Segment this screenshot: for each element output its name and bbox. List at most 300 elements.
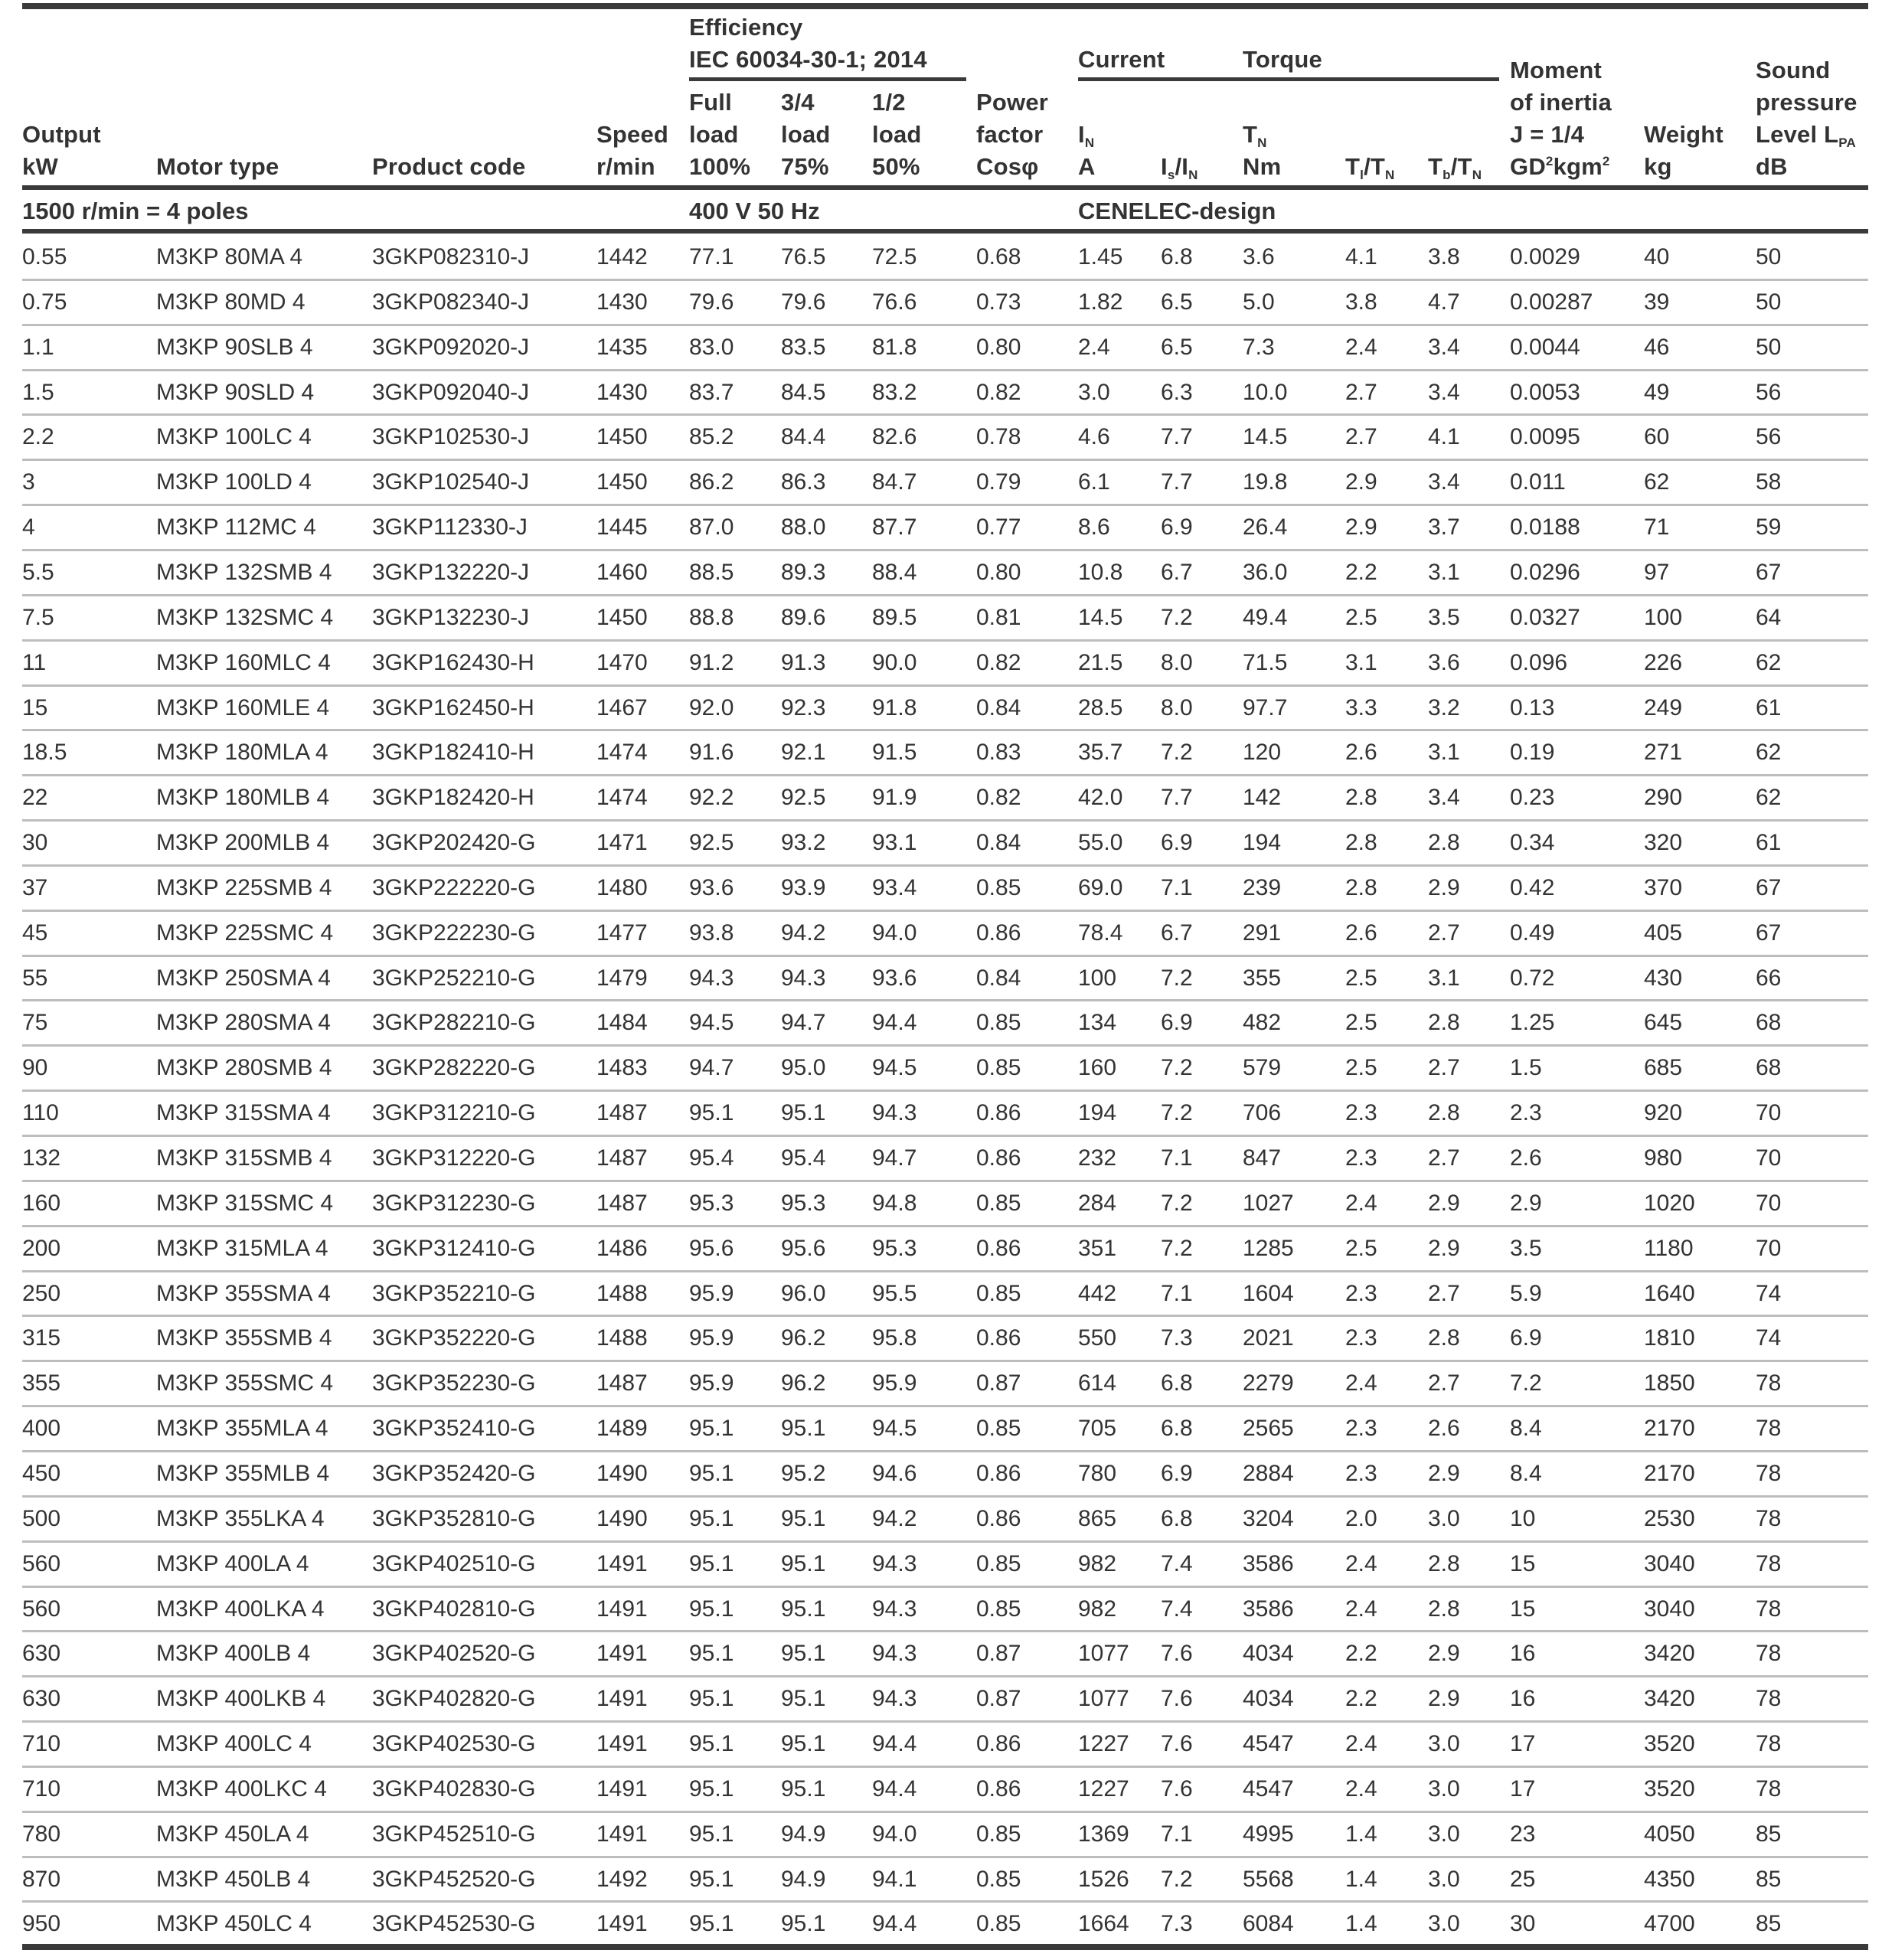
cell-eff-12-load: 93.1: [872, 830, 917, 856]
cell-output-kw: 710: [22, 1775, 61, 1802]
cell-moment-of-inertia: 0.00287: [1510, 289, 1593, 315]
cell-sound-pressure: 67: [1756, 559, 1782, 585]
cell-eff-34-load: 94.2: [781, 920, 826, 946]
cell-weight: 645: [1644, 1010, 1683, 1036]
cell-speed: 1470: [596, 649, 648, 675]
cell-is-in-ratio: 7.1: [1161, 1145, 1193, 1171]
efficiency-standard-header: IEC 60034-30-1; 2014: [689, 46, 927, 73]
cell-eff-34-load: 94.9: [781, 1866, 826, 1892]
cell-torque-tn: 847: [1243, 1145, 1282, 1171]
cell-tl-tn-ratio: 2.8: [1345, 830, 1377, 856]
cell-moment-of-inertia: 0.0029: [1510, 244, 1580, 270]
cell-tb-tn-ratio: 2.7: [1428, 1370, 1460, 1396]
col-moment-l1: Moment: [1510, 57, 1603, 83]
cell-weight: 1810: [1644, 1325, 1695, 1351]
is-symbol: I: [1161, 153, 1168, 180]
cell-current-in: 194: [1078, 1100, 1117, 1126]
cell-power-factor: 0.86: [976, 1145, 1021, 1171]
cell-power-factor: 0.84: [976, 830, 1021, 856]
cell-weight: 430: [1644, 965, 1683, 991]
cell-torque-tn: 7.3: [1243, 334, 1275, 360]
cell-power-factor: 0.85: [976, 1911, 1021, 1937]
cell-eff-34-load: 84.4: [781, 424, 826, 450]
cell-current-in: 8.6: [1078, 514, 1110, 541]
cell-speed: 1435: [596, 334, 648, 360]
cell-power-factor: 0.85: [976, 1416, 1021, 1442]
cell-weight: 97: [1644, 559, 1670, 585]
cell-torque-tn: 14.5: [1243, 424, 1288, 450]
cell-weight: 980: [1644, 1145, 1683, 1171]
cell-tl-tn-ratio: 4.1: [1345, 244, 1377, 270]
cell-tl-tn-ratio: 2.2: [1345, 559, 1377, 585]
cell-eff-full-load: 79.6: [689, 289, 734, 315]
cell-eff-12-load: 94.1: [872, 1866, 917, 1892]
cell-torque-tn: 4547: [1243, 1775, 1294, 1802]
cell-tl-tn-ratio: 2.4: [1345, 1370, 1377, 1396]
cell-power-factor: 0.85: [976, 1190, 1021, 1216]
cell-eff-12-load: 94.3: [872, 1641, 917, 1667]
table-row: [0, 1227, 1882, 1272]
cell-eff-full-load: 95.1: [689, 1686, 734, 1712]
table-row: [0, 1767, 1882, 1812]
cell-is-in-ratio: 7.4: [1161, 1596, 1193, 1622]
cell-torque-tn: 19.8: [1243, 469, 1288, 495]
cell-eff-34-load: 86.3: [781, 469, 826, 495]
table-row: [0, 1587, 1882, 1632]
cell-product-code: 3GKP312230-G: [372, 1190, 536, 1216]
col-in-header: [1078, 119, 1094, 151]
table-row: [0, 550, 1882, 596]
cell-torque-tn: 97.7: [1243, 694, 1288, 720]
cell-tl-tn-ratio: 2.3: [1345, 1100, 1377, 1126]
cell-eff-34-load: 84.5: [781, 379, 826, 405]
cell-eff-34-load: 89.6: [781, 604, 826, 630]
cell-moment-of-inertia: 17: [1510, 1731, 1536, 1757]
cell-motor-type: M3KP 400LB 4: [156, 1641, 311, 1667]
cell-speed: 1488: [596, 1325, 648, 1351]
cell-moment-of-inertia: 0.0095: [1510, 424, 1580, 450]
cell-current-in: 2.4: [1078, 334, 1110, 360]
cell-motor-type: M3KP 450LC 4: [156, 1911, 312, 1937]
cell-product-code: 3GKP162430-H: [372, 649, 534, 675]
cell-output-kw: 7.5: [22, 604, 54, 630]
table-row: [0, 460, 1882, 505]
cell-speed: 1474: [596, 740, 648, 766]
cell-torque-tn: 10.0: [1243, 379, 1288, 405]
cell-tl-tn-ratio: 2.5: [1345, 1235, 1377, 1261]
cell-speed: 1474: [596, 785, 648, 811]
cell-eff-34-load: 95.1: [781, 1775, 826, 1802]
cell-weight: 1640: [1644, 1280, 1695, 1306]
tb-tn-divisor: /T: [1450, 153, 1472, 180]
cell-tl-tn-ratio: 2.4: [1345, 1596, 1377, 1622]
cell-current-in: 78.4: [1078, 920, 1123, 946]
cell-eff-full-load: 77.1: [689, 244, 734, 270]
cell-tb-tn-ratio: 2.7: [1428, 1055, 1460, 1081]
cell-sound-pressure: 85: [1756, 1866, 1782, 1892]
cell-product-code: 3GKP222230-G: [372, 920, 536, 946]
cell-weight: 2170: [1644, 1416, 1695, 1442]
cell-motor-type: M3KP 160MLC 4: [156, 649, 331, 675]
cell-tl-tn-ratio: 2.3: [1345, 1145, 1377, 1171]
cell-is-in-ratio: 7.7: [1161, 424, 1193, 450]
cell-weight: 249: [1644, 694, 1683, 720]
cell-is-in-ratio: 7.2: [1161, 1100, 1193, 1126]
level-label: Level L: [1756, 121, 1839, 148]
cell-sound-pressure: 74: [1756, 1280, 1782, 1306]
cell-sound-pressure: 50: [1756, 244, 1782, 270]
cell-is-in-ratio: 7.6: [1161, 1686, 1193, 1712]
cell-eff-12-load: 95.3: [872, 1235, 917, 1261]
cell-sound-pressure: 78: [1756, 1416, 1782, 1442]
cell-product-code: 3GKP202420-G: [372, 830, 536, 856]
tl-tn-divisor-subscript: N: [1385, 168, 1395, 182]
cell-current-in: 1.82: [1078, 289, 1123, 315]
cell-is-in-ratio: 7.1: [1161, 874, 1193, 900]
cell-speed: 1430: [596, 379, 648, 405]
section-poles: 1500 r/min = 4 poles: [22, 198, 249, 224]
cell-is-in-ratio: 6.7: [1161, 920, 1193, 946]
cell-sound-pressure: 66: [1756, 965, 1782, 991]
table-row: [0, 1902, 1882, 1947]
cell-torque-tn: 5.0: [1243, 289, 1275, 315]
cell-eff-12-load: 94.6: [872, 1460, 917, 1486]
current-group-header: Current: [1078, 46, 1165, 73]
cell-current-in: 100: [1078, 965, 1117, 991]
cell-current-in: 10.8: [1078, 559, 1123, 585]
cell-eff-12-load: 94.4: [872, 1010, 917, 1036]
cell-sound-pressure: 59: [1756, 514, 1782, 541]
col-moment-l2: of inertia: [1510, 89, 1612, 116]
cell-output-kw: 400: [22, 1416, 61, 1442]
cell-eff-34-load: 95.1: [781, 1416, 826, 1442]
cell-speed: 1490: [596, 1505, 648, 1531]
cell-tb-tn-ratio: 2.9: [1428, 1460, 1460, 1486]
cell-torque-tn: 2565: [1243, 1416, 1294, 1442]
table-row: [0, 415, 1882, 460]
cell-is-in-ratio: 7.7: [1161, 469, 1193, 495]
cell-eff-12-load: 94.8: [872, 1190, 917, 1216]
cell-current-in: 705: [1078, 1416, 1117, 1442]
table-row: [0, 1406, 1882, 1452]
cell-is-in-ratio: 6.8: [1161, 1370, 1193, 1396]
cell-current-in: 865: [1078, 1505, 1117, 1531]
cell-output-kw: 90: [22, 1055, 48, 1081]
cell-current-in: 55.0: [1078, 830, 1123, 856]
cell-speed: 1450: [596, 424, 648, 450]
cell-torque-tn: 1285: [1243, 1235, 1294, 1261]
cell-sound-pressure: 62: [1756, 785, 1782, 811]
cell-weight: 40: [1644, 244, 1670, 270]
cell-is-in-ratio: 7.2: [1161, 604, 1193, 630]
cell-eff-34-load: 92.3: [781, 694, 826, 720]
cell-current-in: 1526: [1078, 1866, 1129, 1892]
cell-motor-type: M3KP 225SMB 4: [156, 874, 332, 900]
cell-motor-type: M3KP 355SMB 4: [156, 1325, 332, 1351]
col-tn-header: [1243, 119, 1267, 151]
col-weight-header: Weight: [1644, 121, 1724, 148]
cell-tb-tn-ratio: 2.9: [1428, 1235, 1460, 1261]
table-row: [0, 1091, 1882, 1136]
cell-eff-full-load: 94.7: [689, 1055, 734, 1081]
cell-power-factor: 0.73: [976, 289, 1021, 315]
gd-superscript: 2: [1545, 154, 1554, 168]
cell-tb-tn-ratio: 4.1: [1428, 424, 1460, 450]
cell-output-kw: 0.55: [22, 244, 67, 270]
cell-is-in-ratio: 7.2: [1161, 1190, 1193, 1216]
col-motor-type-header: Motor type: [156, 153, 279, 180]
cell-product-code: 3GKP452510-G: [372, 1821, 536, 1847]
section-supply: 400 V 50 Hz: [689, 198, 820, 224]
cell-tl-tn-ratio: 2.8: [1345, 785, 1377, 811]
cell-sound-pressure: 78: [1756, 1505, 1782, 1531]
cell-tl-tn-ratio: 2.2: [1345, 1641, 1377, 1667]
col-output-unit: kW: [22, 153, 58, 180]
cell-eff-12-load: 83.2: [872, 379, 917, 405]
cell-motor-type: M3KP 355MLB 4: [156, 1460, 330, 1486]
cell-power-factor: 0.86: [976, 1731, 1021, 1757]
cell-current-in: 232: [1078, 1145, 1117, 1171]
cell-power-factor: 0.84: [976, 694, 1021, 720]
cell-tb-tn-ratio: 2.8: [1428, 1325, 1460, 1351]
cell-product-code: 3GKP282210-G: [372, 1010, 536, 1036]
cell-weight: 290: [1644, 785, 1683, 811]
cell-current-in: 14.5: [1078, 604, 1123, 630]
cell-eff-12-load: 94.4: [872, 1731, 917, 1757]
cell-tb-tn-ratio: 3.1: [1428, 740, 1460, 766]
cell-motor-type: M3KP 112MC 4: [156, 514, 316, 541]
cell-is-in-ratio: 7.2: [1161, 1055, 1193, 1081]
cell-tl-tn-ratio: 1.4: [1345, 1911, 1377, 1937]
cell-moment-of-inertia: 30: [1510, 1911, 1536, 1937]
cell-tb-tn-ratio: 3.0: [1428, 1505, 1460, 1531]
cell-speed: 1483: [596, 1055, 648, 1081]
cell-output-kw: 0.75: [22, 289, 67, 315]
cell-eff-34-load: 95.1: [781, 1596, 826, 1622]
cell-power-factor: 0.79: [976, 469, 1021, 495]
cell-current-in: 69.0: [1078, 874, 1123, 900]
is-in-divisor-subscript: N: [1188, 168, 1198, 182]
cell-product-code: 3GKP312210-G: [372, 1100, 536, 1126]
cell-eff-34-load: 89.3: [781, 559, 826, 585]
cell-eff-34-load: 94.7: [781, 1010, 826, 1036]
cell-torque-tn: 3204: [1243, 1505, 1294, 1531]
cell-sound-pressure: 50: [1756, 289, 1782, 315]
cell-motor-type: M3KP 80MD 4: [156, 289, 305, 315]
cell-sound-pressure: 78: [1756, 1731, 1782, 1757]
cell-torque-tn: 1604: [1243, 1280, 1294, 1306]
cell-eff-full-load: 93.6: [689, 874, 734, 900]
cell-eff-full-load: 95.1: [689, 1911, 734, 1937]
cell-is-in-ratio: 7.2: [1161, 740, 1193, 766]
cell-weight: 3420: [1644, 1641, 1695, 1667]
cell-eff-34-load: 94.9: [781, 1821, 826, 1847]
cell-sound-pressure: 78: [1756, 1596, 1782, 1622]
cell-power-factor: 0.85: [976, 1010, 1021, 1036]
cell-speed: 1488: [596, 1280, 648, 1306]
cell-current-in: 982: [1078, 1596, 1117, 1622]
is-subscript: s: [1167, 168, 1175, 182]
cell-motor-type: M3KP 100LD 4: [156, 469, 312, 495]
cell-sound-pressure: 78: [1756, 1550, 1782, 1576]
cell-speed: 1471: [596, 830, 648, 856]
cell-tl-tn-ratio: 2.3: [1345, 1416, 1377, 1442]
cell-product-code: 3GKP132230-J: [372, 604, 530, 630]
table-row: [0, 1857, 1882, 1903]
cell-moment-of-inertia: 0.0327: [1510, 604, 1580, 630]
tl-symbol: T: [1345, 153, 1361, 180]
cell-is-in-ratio: 6.5: [1161, 289, 1193, 315]
cell-eff-12-load: 89.5: [872, 604, 917, 630]
cell-tl-tn-ratio: 2.3: [1345, 1325, 1377, 1351]
cell-eff-34-load: 91.3: [781, 649, 826, 675]
col-in-unit: A: [1078, 153, 1096, 180]
col-speed-header: Speed: [596, 121, 669, 148]
cell-motor-type: M3KP 400LC 4: [156, 1731, 312, 1757]
table-row: [0, 1001, 1882, 1046]
cell-torque-tn: 3586: [1243, 1596, 1294, 1622]
cell-eff-full-load: 93.8: [689, 920, 734, 946]
cell-torque-tn: 49.4: [1243, 604, 1288, 630]
cell-eff-34-load: 76.5: [781, 244, 826, 270]
cell-motor-type: M3KP 400LKB 4: [156, 1686, 326, 1712]
cell-weight: 2170: [1644, 1460, 1695, 1486]
cell-output-kw: 630: [22, 1686, 61, 1712]
cell-speed: 1491: [596, 1731, 648, 1757]
col-tn-unit: Nm: [1243, 153, 1282, 180]
cell-current-in: 6.1: [1078, 469, 1110, 495]
cell-torque-tn: 2884: [1243, 1460, 1294, 1486]
cell-moment-of-inertia: 6.9: [1510, 1325, 1542, 1351]
cell-moment-of-inertia: 0.011: [1510, 469, 1566, 495]
cell-torque-tn: 194: [1243, 830, 1282, 856]
cell-weight: 4050: [1644, 1821, 1695, 1847]
cell-sound-pressure: 85: [1756, 1821, 1782, 1847]
cell-is-in-ratio: 7.6: [1161, 1641, 1193, 1667]
cell-moment-of-inertia: 0.49: [1510, 920, 1555, 946]
tb-symbol: T: [1428, 153, 1443, 180]
cell-eff-34-load: 95.1: [781, 1505, 826, 1531]
cell-tb-tn-ratio: 3.7: [1428, 514, 1460, 541]
cell-speed: 1445: [596, 514, 648, 541]
cell-weight: 3040: [1644, 1596, 1695, 1622]
cell-weight: 3420: [1644, 1686, 1695, 1712]
cell-output-kw: 75: [22, 1010, 48, 1036]
cell-sound-pressure: 70: [1756, 1235, 1782, 1261]
cell-eff-12-load: 95.9: [872, 1370, 917, 1396]
cell-tl-tn-ratio: 3.3: [1345, 694, 1377, 720]
cell-torque-tn: 120: [1243, 740, 1282, 766]
cell-tl-tn-ratio: 2.5: [1345, 604, 1377, 630]
cell-tb-tn-ratio: 3.4: [1428, 379, 1460, 405]
cell-weight: 405: [1644, 920, 1683, 946]
cell-tl-tn-ratio: 2.7: [1345, 424, 1377, 450]
cell-eff-full-load: 95.1: [689, 1460, 734, 1486]
cell-output-kw: 15: [22, 694, 48, 720]
table-row: [0, 1722, 1882, 1767]
cell-moment-of-inertia: 8.4: [1510, 1416, 1542, 1442]
cell-motor-type: M3KP 450LA 4: [156, 1821, 309, 1847]
cell-tb-tn-ratio: 4.7: [1428, 289, 1460, 315]
table-row: [0, 1272, 1882, 1317]
cell-product-code: 3GKP162450-H: [372, 694, 534, 720]
cell-current-in: 1369: [1078, 1821, 1129, 1847]
cell-tb-tn-ratio: 3.0: [1428, 1866, 1460, 1892]
cell-eff-34-load: 95.2: [781, 1460, 826, 1486]
cell-tl-tn-ratio: 2.4: [1345, 334, 1377, 360]
cell-eff-full-load: 95.9: [689, 1280, 734, 1306]
cell-output-kw: 132: [22, 1145, 61, 1171]
cell-moment-of-inertia: 2.6: [1510, 1145, 1542, 1171]
cell-tb-tn-ratio: 2.8: [1428, 1100, 1460, 1126]
cell-current-in: 42.0: [1078, 785, 1123, 811]
cell-tb-tn-ratio: 2.8: [1428, 1010, 1460, 1036]
cell-eff-34-load: 88.0: [781, 514, 826, 541]
cell-product-code: 3GKP282220-G: [372, 1055, 536, 1081]
cell-output-kw: 315: [22, 1325, 61, 1351]
cell-power-factor: 0.84: [976, 965, 1021, 991]
cell-motor-type: M3KP 355SMC 4: [156, 1370, 334, 1396]
cell-current-in: 35.7: [1078, 740, 1123, 766]
cell-output-kw: 37: [22, 874, 48, 900]
table-row: [0, 1046, 1882, 1091]
cell-output-kw: 450: [22, 1460, 61, 1486]
cell-moment-of-inertia: 0.0053: [1510, 379, 1580, 405]
table-row: [0, 776, 1882, 821]
cell-eff-full-load: 86.2: [689, 469, 734, 495]
table-row: [0, 1181, 1882, 1227]
table-row: [0, 1677, 1882, 1722]
cell-moment-of-inertia: 7.2: [1510, 1370, 1542, 1396]
cell-output-kw: 4: [22, 514, 35, 541]
cell-eff-34-load: 79.6: [781, 289, 826, 315]
cell-tl-tn-ratio: 3.1: [1345, 649, 1377, 675]
cell-eff-34-load: 95.3: [781, 1190, 826, 1216]
cell-product-code: 3GKP352210-G: [372, 1280, 536, 1306]
cell-is-in-ratio: 6.7: [1161, 559, 1193, 585]
col-full-load-l1: Full: [689, 89, 732, 116]
cell-is-in-ratio: 6.8: [1161, 1505, 1193, 1531]
cell-weight: 920: [1644, 1100, 1683, 1126]
cell-sound-pressure: 64: [1756, 604, 1782, 630]
cell-tl-tn-ratio: 2.9: [1345, 514, 1377, 541]
cell-product-code: 3GKP112330-J: [372, 514, 528, 541]
cell-output-kw: 55: [22, 965, 48, 991]
cell-motor-type: M3KP 355SMA 4: [156, 1280, 331, 1306]
cell-power-factor: 0.85: [976, 1550, 1021, 1576]
cell-moment-of-inertia: 15: [1510, 1550, 1536, 1576]
cell-is-in-ratio: 6.3: [1161, 379, 1193, 405]
cell-tb-tn-ratio: 2.8: [1428, 830, 1460, 856]
cell-product-code: 3GKP252210-G: [372, 965, 536, 991]
cell-motor-type: M3KP 200MLB 4: [156, 830, 330, 856]
cell-sound-pressure: 68: [1756, 1055, 1782, 1081]
cell-torque-tn: 36.0: [1243, 559, 1288, 585]
cell-product-code: 3GKP092040-J: [372, 379, 530, 405]
col-sound-l1: Sound: [1756, 57, 1831, 83]
table-row: [0, 1361, 1882, 1406]
cell-tb-tn-ratio: 2.9: [1428, 1641, 1460, 1667]
cell-tl-tn-ratio: 2.6: [1345, 740, 1377, 766]
cell-product-code: 3GKP352420-G: [372, 1460, 536, 1486]
cell-motor-type: M3KP 450LB 4: [156, 1866, 311, 1892]
cell-product-code: 3GKP312220-G: [372, 1145, 536, 1171]
cell-sound-pressure: 78: [1756, 1460, 1782, 1486]
cell-product-code: 3GKP452520-G: [372, 1866, 536, 1892]
cell-motor-type: M3KP 225SMC 4: [156, 920, 334, 946]
cell-power-factor: 0.80: [976, 334, 1021, 360]
cell-eff-12-load: 90.0: [872, 649, 917, 675]
